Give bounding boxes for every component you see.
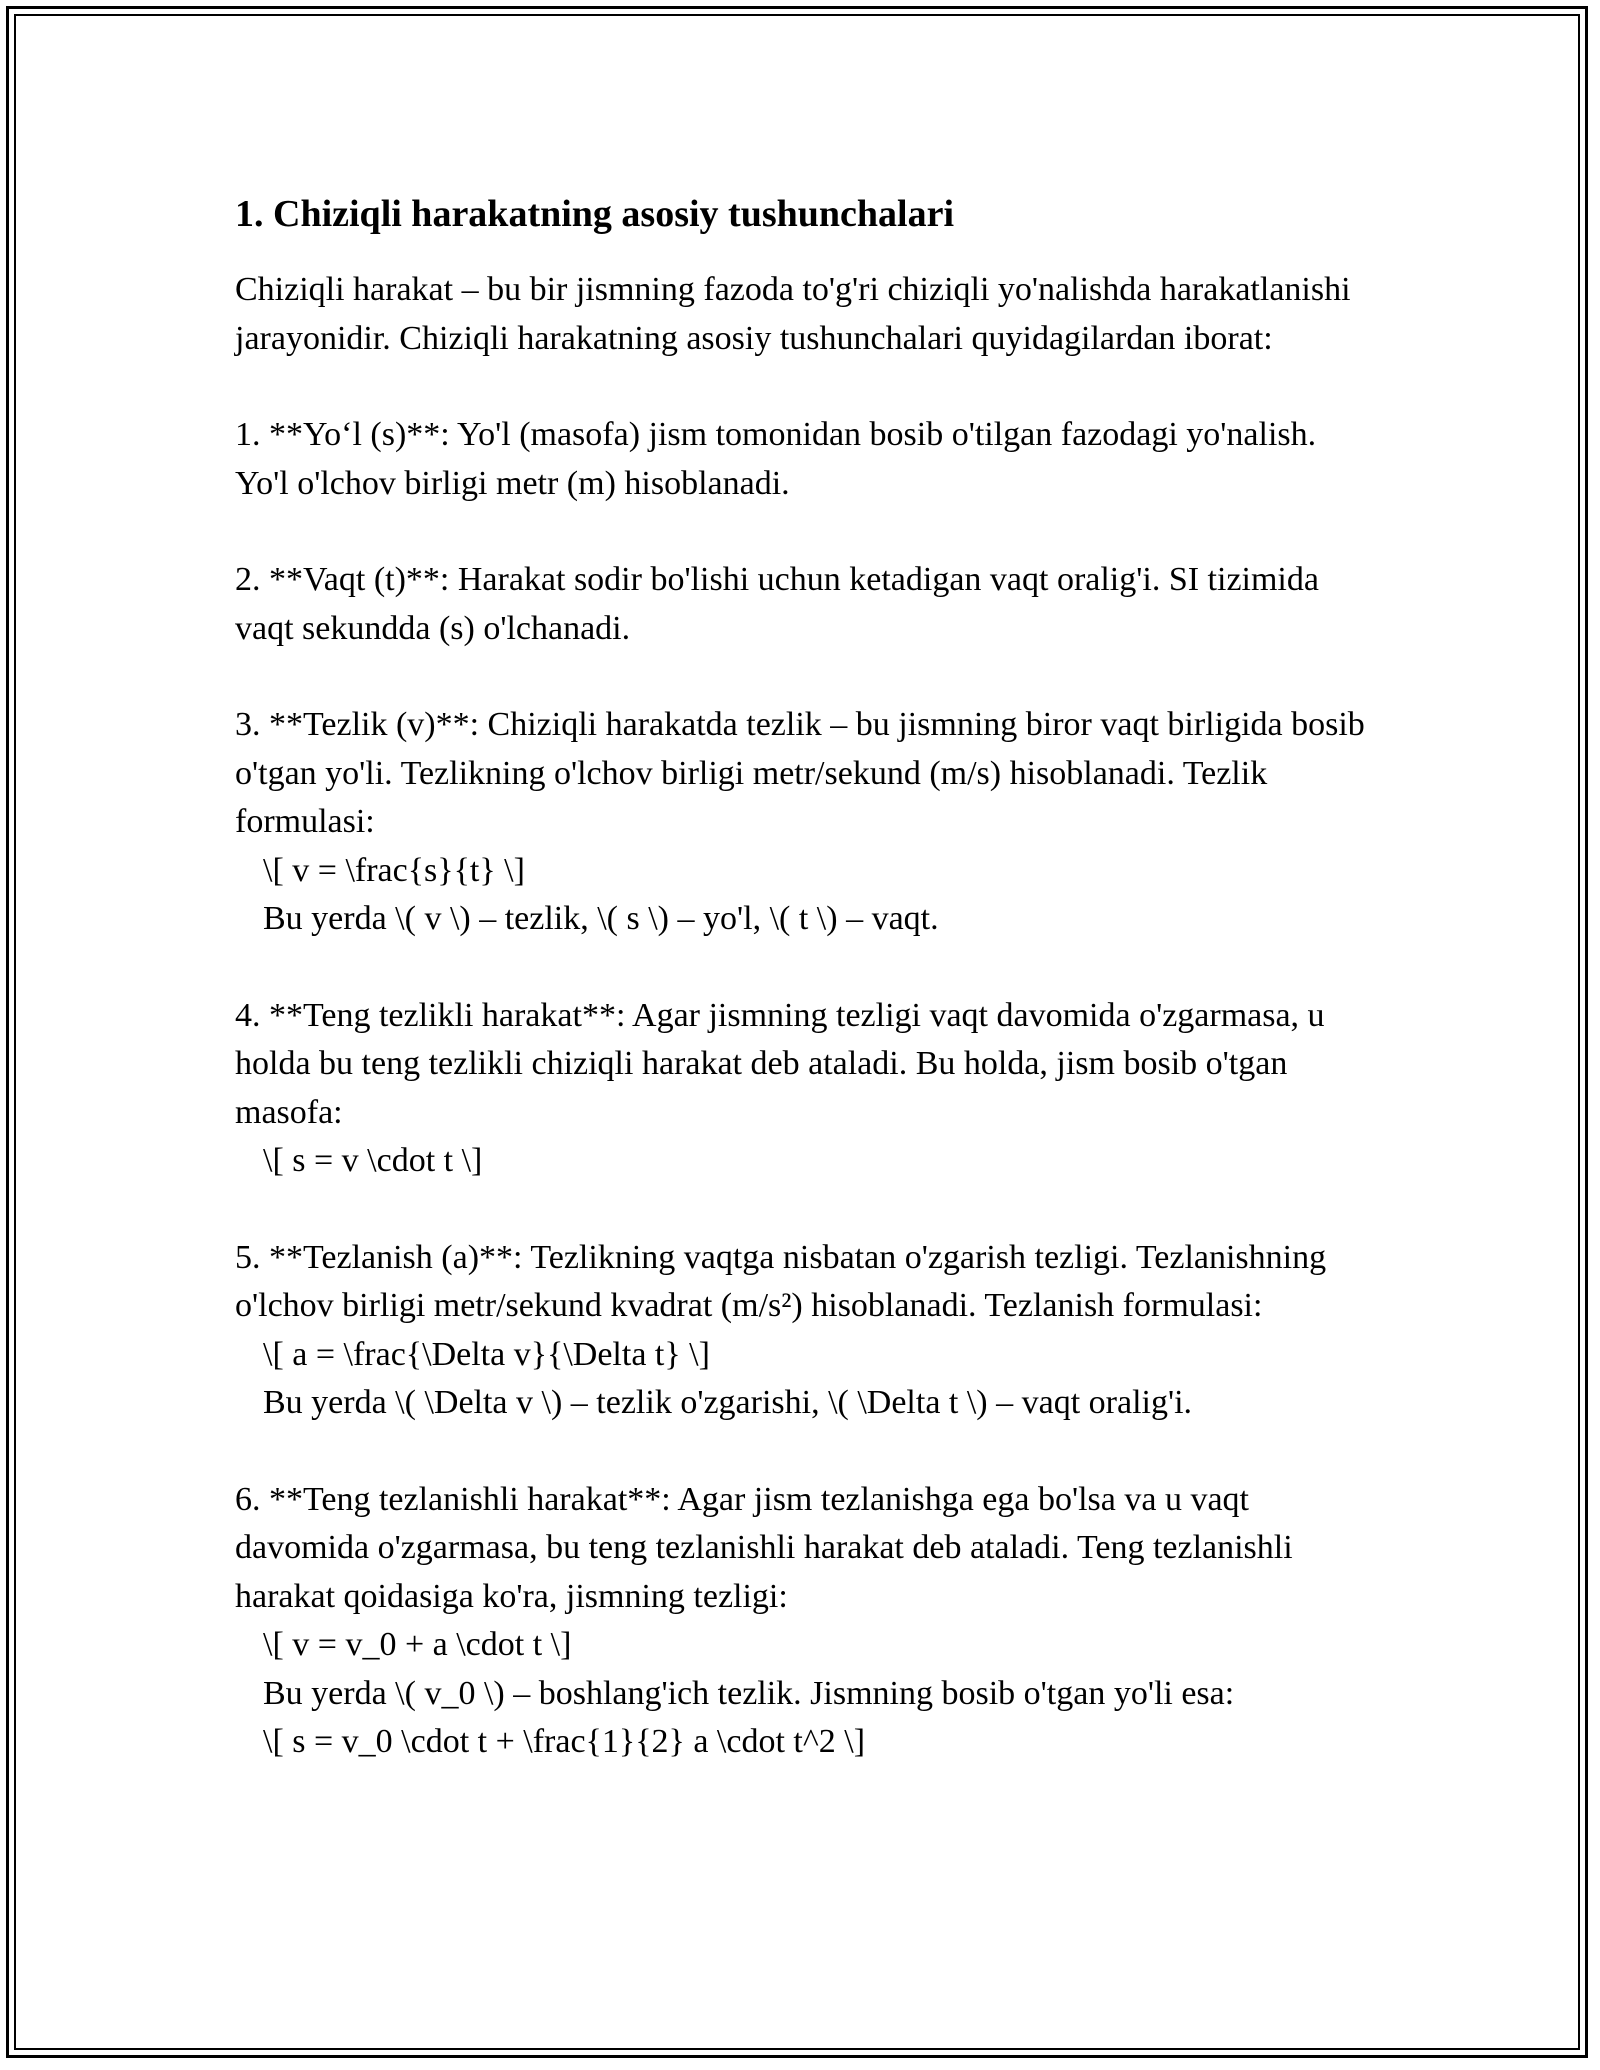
item-6	[235, 1476, 1365, 1767]
item-4-formula: \[ s = v \cdot t \]	[263, 1142, 483, 1179]
item-3-text: 3. **Tezlik (v)**: Chiziqli harakatda tezlik – bu jismning biror vaqt birligida bosib o'tgan yo'li. Tezlikning o'lchov birligi metr/sekund (m/s) hisoblanadi. Tezlik formulasi:	[235, 706, 1374, 840]
section-heading: 1. Chiziqli harakatning asosiy tushunchalari	[235, 193, 955, 235]
item-6-formula-2: \[ s = v_0 \cdot t + \frac{1}{2} a \cdot t^2 \]	[263, 1723, 866, 1760]
item-2	[235, 556, 1365, 653]
item-3	[235, 701, 1374, 944]
item-3-formula: \[ v = \frac{s}{t} \]	[263, 851, 525, 889]
item-1-text: 1. **Yo‘l (s)**: Yo'l (masofa) jism tomonidan bosib o'tilgan fazodagi yo'nalish. Yo'l o'lchov birligi metr (m) hisoblanadi.	[235, 416, 1324, 502]
item-5-text: 5. **Tezlanish (a)**: Tezlikning vaqtga nisbatan o'zgarish tezligi. Tezlanishning o'lchov birligi metr/sekund kvadrat (m/s²) hisoblanadi. Tezlanish formulasi:	[235, 1238, 1335, 1324]
intro-paragraph: Chiziqli harakat – bu bir jismning fazoda to'g'ri chiziqli yo'nalishda harakatlanishi jarayonidir. Chiziqli harakatning asosiy tushunchalari quyidagilardan iborat:	[235, 271, 1360, 357]
item-6-note: Bu yerda \( v_0 \) – boshlang'ich tezlik. Jismning bosib o'tgan yo'li esa:	[263, 1674, 1235, 1712]
item-6-text: 6. **Teng tezlanishli harakat**: Agar jism tezlanishga ega bo'lsa va u vaqt davomida o'zgarmasa, bu teng tezlanishli harakat deb ataladi. Teng tezlanishli harakat qoidasiga ko'ra, jismning tezligi:	[235, 1480, 1302, 1615]
item-5	[235, 1234, 1365, 1428]
item-5-formula: \[ a = \frac{\Delta v}{\Delta t} \]	[263, 1335, 710, 1373]
item-5-note: Bu yerda \( \Delta v \) – tezlik o'zgarishi, \( \Delta t \) – vaqt oralig'i.	[263, 1384, 1193, 1421]
item-6-formula: \[ v = v_0 + a \cdot t \]	[263, 1626, 572, 1663]
document-body	[235, 188, 1374, 1767]
item-3-note: Bu yerda \( v \) – tezlik, \( s \) – yo'l, \( t \) – vaqt.	[263, 900, 939, 937]
item-4-text: 4. **Teng tezlikli harakat**: Agar jismning tezligi vaqt davomida o'zgarmasa, u holda bu teng tezlikli chiziqli harakat deb ataladi. Bu holda, jism bosib o'tgan masofa:	[235, 996, 1334, 1131]
item-1	[235, 411, 1365, 508]
item-2-text: 2. **Vaqt (t)**: Harakat sodir bo'lishi uchun ketadigan vaqt oralig'i. SI tizimida vaqt sekundda (s) o'lchanadi.	[235, 561, 1328, 647]
item-4	[235, 992, 1365, 1186]
